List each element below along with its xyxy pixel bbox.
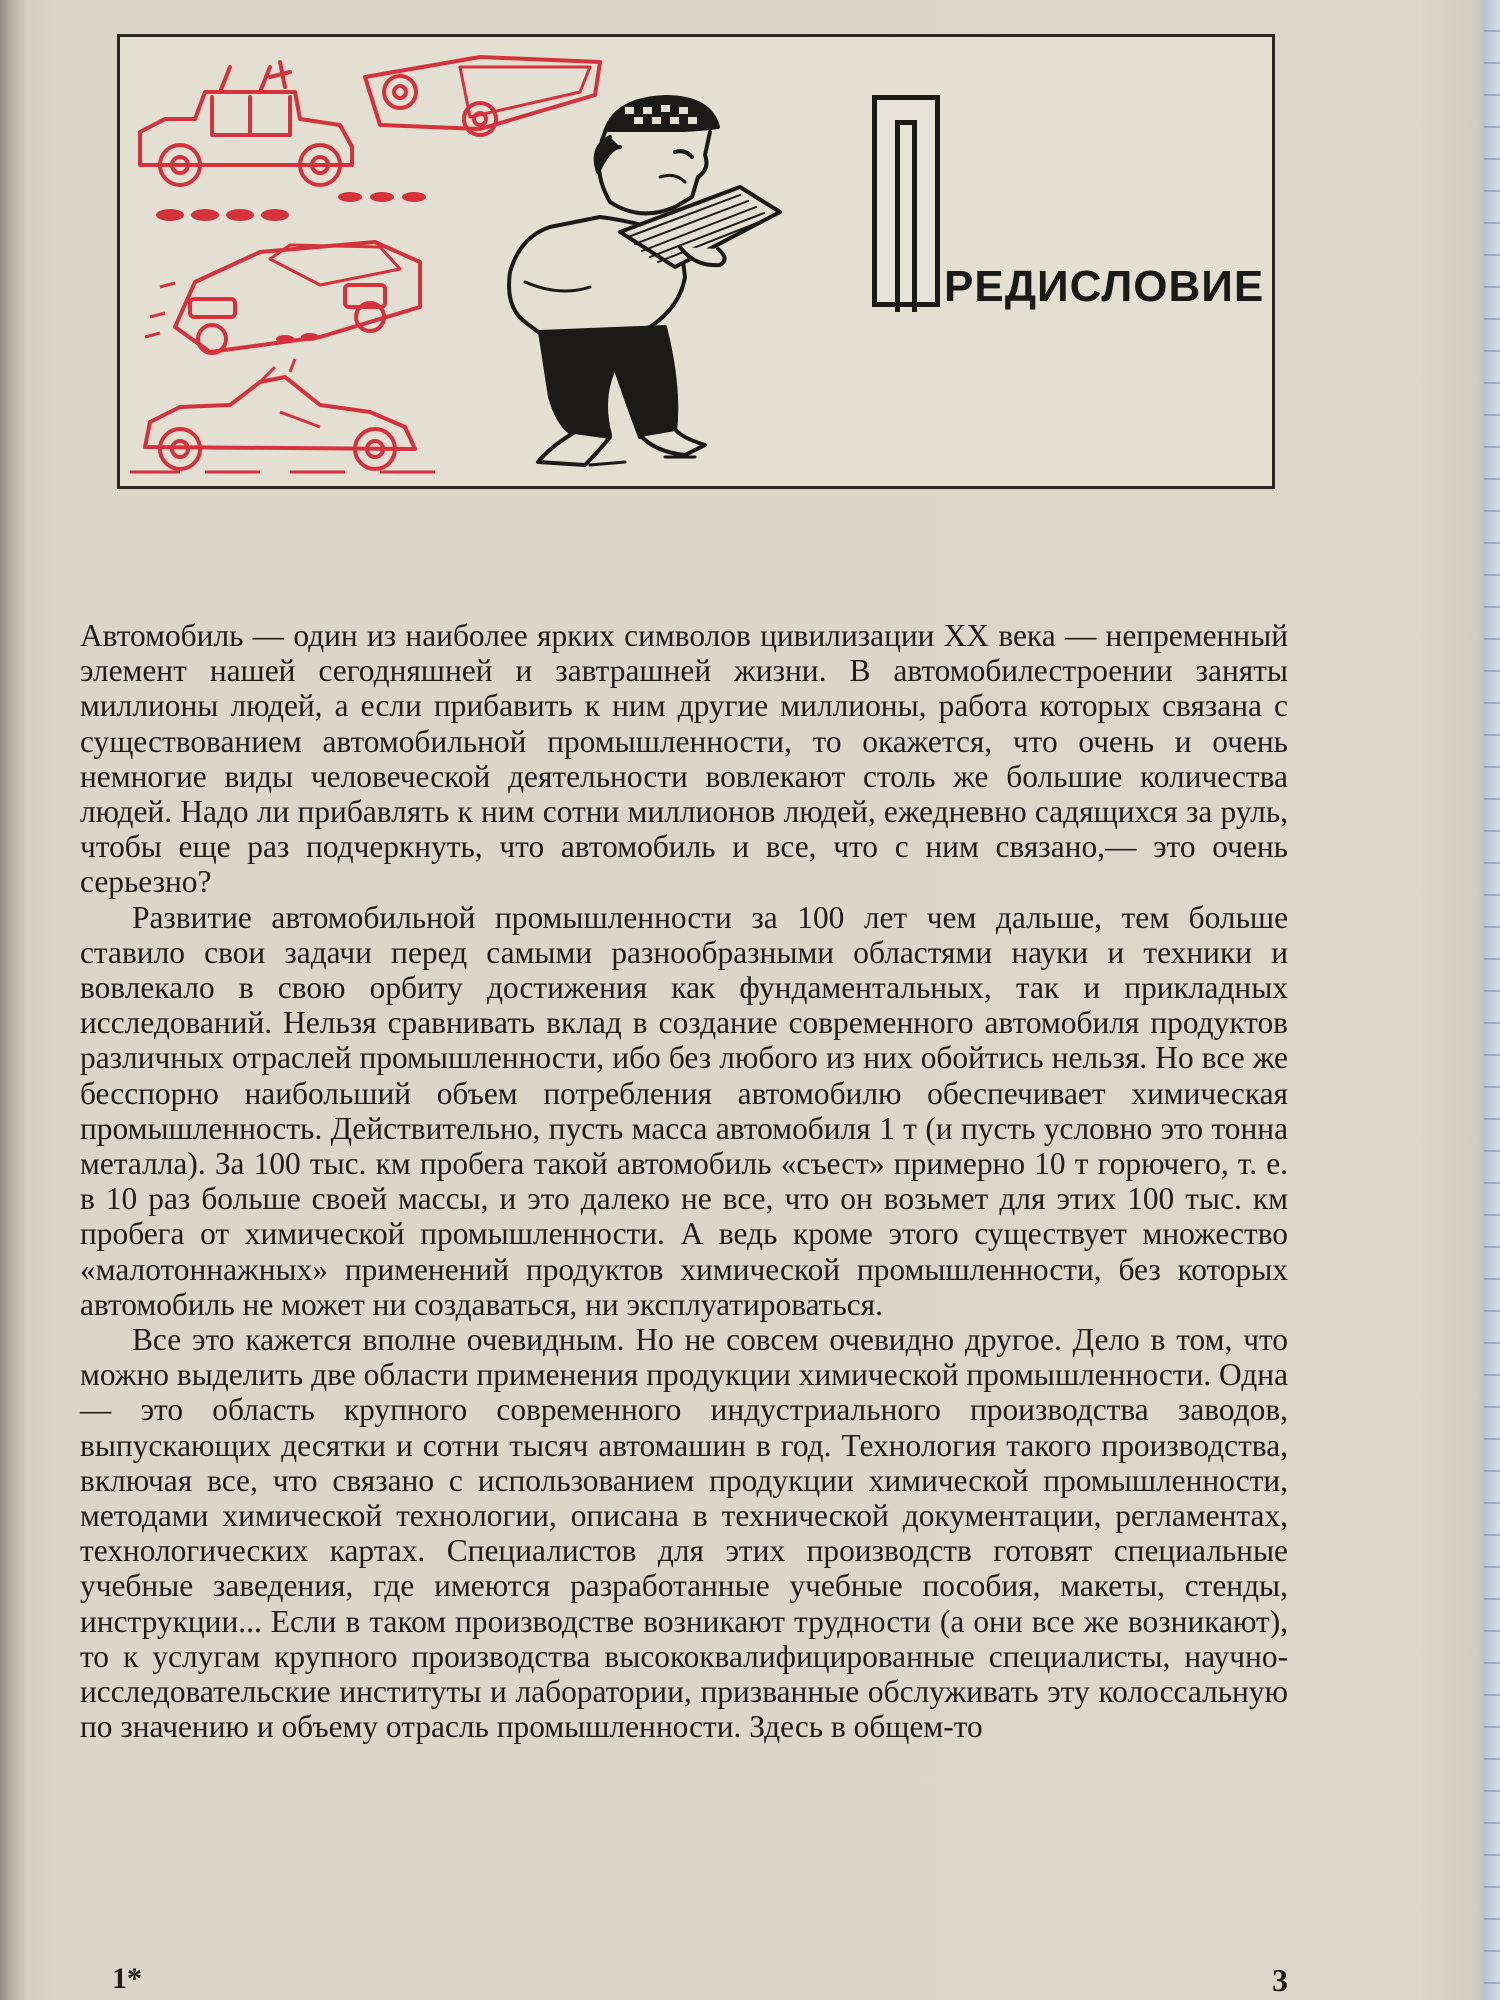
vintage-car-drawing xyxy=(140,62,352,185)
race-car-drawing xyxy=(365,57,600,135)
drop-cap-letter xyxy=(872,95,940,307)
header-illustration-frame xyxy=(117,34,1275,489)
reader-figure-drawing xyxy=(509,97,780,465)
signature-mark: 1* xyxy=(112,1962,142,1995)
paragraph-1: Автомобиль — один из наиболее ярких символов цивилизации XX века — непременный элемент нашей сегодняшней и завтрашней жизни. В автомобилестроении заняты миллионы людей, а если прибавить к ним другие миллионы, работа которых связана с существованием автомобильной промышленности, то окажется, что очень и очень немногие виды человеческой деятельности вовлекают столь же большие количества людей. Надо ли прибавлять к ним сотни миллионов людей, ежедневно садящихся за руль, чтобы еще раз подчеркнуть, что автомобиль и все, что с ним связано,— это очень серьезно? xyxy=(80,618,1288,900)
body-text xyxy=(80,618,1288,1745)
paragraph-3: Все это кажется вполне очевидным. Но не совсем очевидно другое. Дело в том, что можно выделить две области применения продукции химической промышленности. Одна — это область крупного современного индустриального производства заводов, выпускающих десятки и сотни тысяч автомашин в год. Технология такого производства, включая все, что связано с использованием продукции химической промышленности, методами химической технологии, описана в технической документации, регламентах, технологических картах. Специалистов для этих производств готовят специальные учебные заведения, где имеются разработанные учебные пособия, макеты, стенды, инструкции... Если в таком производстве возникают трудности (а они все же возникают), то к услугам крупного производства высококвалифицированные специалисты, научно-исследовательские институты и лаборатории, призванные обслуживать эту колоссальную по значению и объему отрасль промышленности. Здесь в общем-то xyxy=(80,1322,1288,1745)
chapter-title: РЕДИСЛОВИЕ xyxy=(944,262,1265,311)
chapter-heading xyxy=(872,95,1352,315)
roadster-drawing xyxy=(130,359,435,472)
page-number: 3 xyxy=(1272,1962,1288,1998)
paragraph-2: Развитие автомобильной промышленности за 100 лет чем дальше, тем больше ставило свои задачи перед самыми разнообразными областями науки и техники и вовлекало в свою орбиту достижения как фундаментальных, так и прикладных исследований. Нельзя сравнивать вклад в создание современного автомобиля продуктов различных отраслей промышленности, ибо без любого из них обойтись нельзя. Но все же бесспорно наибольший объем потребления автомобилю обеспечивает химическая промышленность. Действительно, пусть масса автомобиля 1 т (и пусть условно это тонна металла). За 100 тыс. км пробега такой автомобиль «съест» примерно 10 т горючего, т. е. в 10 раз больше своей массы, и это далеко не все, что он возьмет для этих 100 тыс. км пробега от химической промышленности. А ведь кроме этого существует множество «малотоннажных» применений продуктов химической промышленности, без которых автомобиль не может ни создаваться, ни эксплуатироваться. xyxy=(80,899,1288,1322)
